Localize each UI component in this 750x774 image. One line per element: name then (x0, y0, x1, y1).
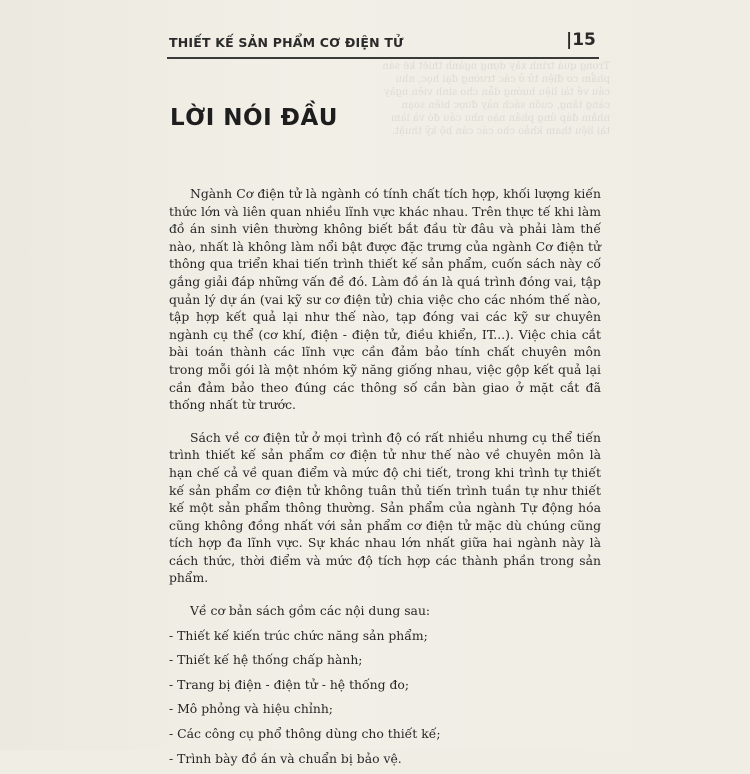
header-divider (167, 57, 599, 59)
paragraph: Ngành Cơ điện tử là ngành có tính chất tích hợp, khối lượng kiến thức lớn và liên quan nhiều lĩnh vực khác nhau. Trên thực tế khi làm đồ án sinh viên thường không biết bắt đầu từ đâu và phải làm thế nào, nhất là không làm nổi bật được đặc trưng của ngành Cơ điện tử thông qua triển khai tiến trình thiết kế sản phẩm, cuốn sách này cố gắng giải đáp những vấn đề đó. Làm đồ án là quá trình đóng vai, tập quản lý dự án (vai kỹ sư cơ điện tử) chia việc cho các nhóm thế nào, tập hợp kết quả lại như thế nào, tạp đóng vai các kỹ sư chuyên ngành cụ thể (cơ khí, điện - điện tử, điều khiển, IT...). Việc chia cắt bài toán thành các lĩnh vực cần đảm bảo tính chất chuyên môn trong mỗi gói là một nhóm kỹ năng giống nhau, việc gộp kết quả lại cần đảm bảo theo đúng các thông số cần bàn giao ở mặt cắt đã thống nhất từ trước. (169, 186, 601, 413)
bleed-through-text: Trong quá trình xây dựng ngành thiết kế sản phẩm cơ điện tử ở các trường đại học, nhu cầu về tài liệu hướng dẫn cho sinh viên ngày càng tăng, cuốn sách này được biên soạn nhằm đáp ứng phần nào nhu cầu đó và làm tài liệu tham khảo cho các cán bộ kỹ thuật. (382, 61, 610, 137)
list-item: - Mô phỏng và hiệu chỉnh; (169, 701, 333, 717)
list-item: - Các công cụ phổ thông dùng cho thiết kế; (169, 726, 441, 742)
list-item: - Trang bị điện - điện tử - hệ thống đo; (169, 676, 410, 692)
list-item: - Thiết kế hệ thống chấp hành; (169, 652, 363, 668)
list-item: - Thiết kế kiến trúc chức năng sản phẩm; (169, 627, 428, 643)
list-item: - Trình bày đồ án và chuẩn bị bảo vệ. (169, 750, 402, 766)
running-header-title: THIẾT KẾ SẢN PHẨM CƠ ĐIỆN TỬ (169, 35, 404, 50)
body-text (169, 185, 601, 774)
page-number: |15 (566, 30, 596, 50)
list-intro: Về cơ bản sách gồm các nội dung sau: (190, 603, 431, 619)
paragraph: Sách về cơ điện tử ở mọi trình độ có rất nhiều nhưng cụ thể tiến trình thiết kế sản phẩm cơ điện tử như thế nào về chuyên môn là hạn chế cả về quan điểm và mức độ chi tiết, trong khi trình tự thiết kế sản phẩm cơ điện tử không tuân thủ tiến trình tuần tự như thiết kế một sản phẩm thông thường. Sản phẩm của ngành Tự động hóa cũng không đồng nhất với sản phẩm cơ điện tử mặc dù chúng cũng tích hợp đa lĩnh vực. Sự khác nhau lớn nhất giữa hai ngành này là cách thức, thời điểm và mức độ tích hợp các thành phần trong sản phẩm. (169, 429, 601, 586)
chapter-heading: LỜI NÓI ĐẦU (170, 105, 338, 131)
